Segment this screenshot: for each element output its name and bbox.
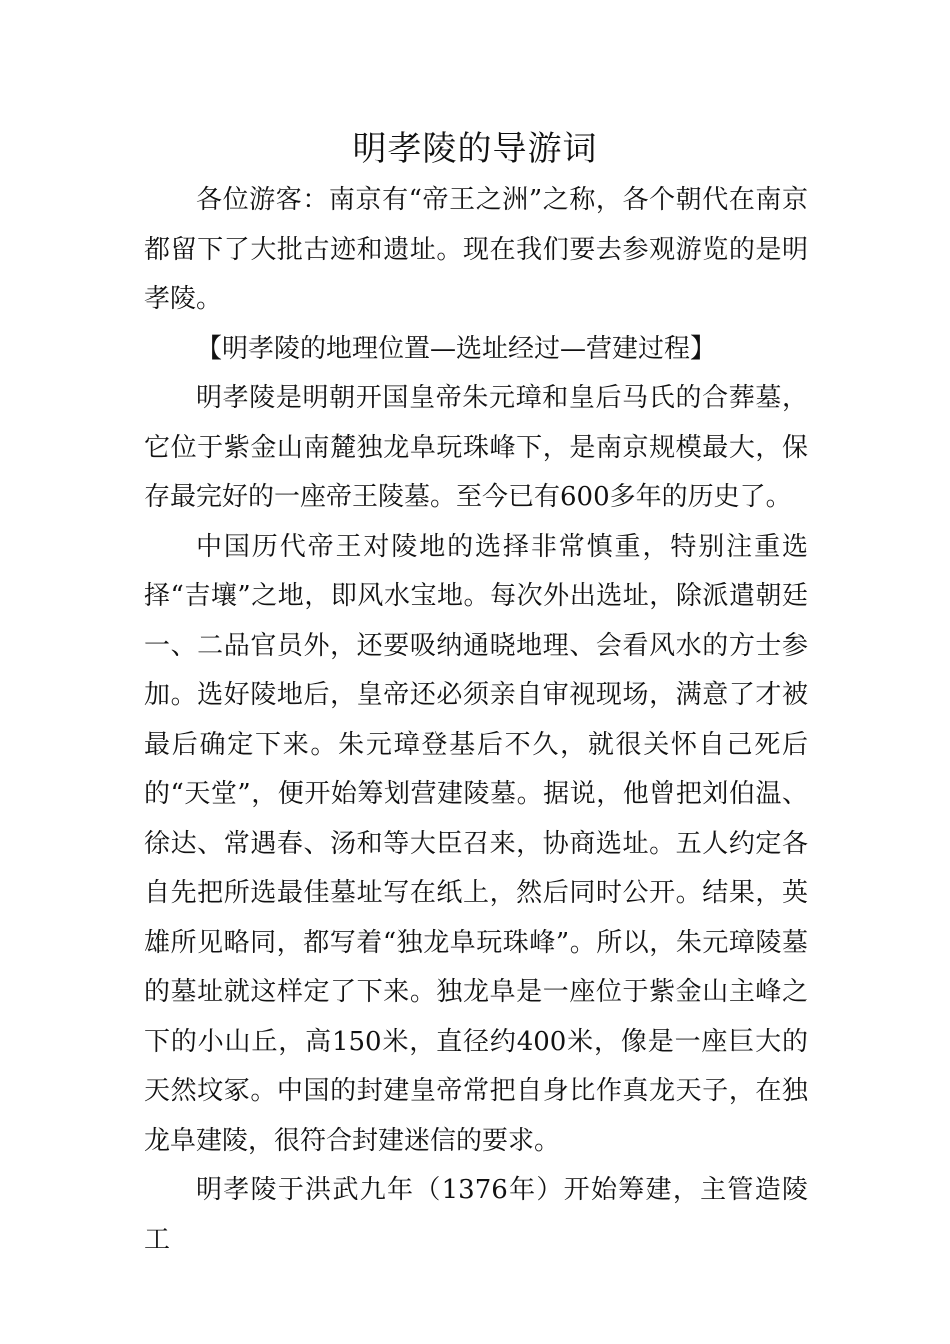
paragraph-intro: 各位游客：南京有“帝王之洲”之称，各个朝代在南京都留下了大批古迹和遗址。现在我们要去参观游览的是明孝陵。 bbox=[144, 185, 808, 314]
document-body bbox=[144, 176, 808, 1265]
paragraph-location: 明孝陵是明朝开国皇帝朱元璋和皇后马氏的合葬墓，它位于紫金山南麓独龙阜玩珠峰下，是南京规模最大，保存最完好的一座帝王陵墓。至今已有600多年的历史了。 bbox=[144, 383, 808, 512]
paragraph-construction: 明孝陵于洪武九年（1376年）开始筹建，主管造陵工 bbox=[144, 1175, 808, 1255]
page-title: 明孝陵的导游词 bbox=[352, 129, 598, 169]
paragraph-site-selection: 中国历代帝王对陵地的选择非常慎重，特别注重选择“吉壤”之地，即风水宝地。每次外出选址，除派遣朝廷一、二品官员外，还要吸纳通晓地理、会看风水的方士参加。选好陵地后，皇帝还必须亲自审视现场，满意了才被最后确定下来。朱元璋登基后不久，就很关怀自己死后的“天堂”，便开始筹划营建陵墓。据说，他曾把刘伯温、徐达、常遇春、汤和等大臣召来，协商选址。五人约定各自先把所选最佳墓址写在纸上，然后同时公开。结果，英雄所见略同，都写着“独龙阜玩珠峰”。所以，朱元璋陵墓的墓址就这样定了下来。独龙阜是一座位于紫金山主峰之下的小山丘，高150米，直径约400米，像是一座巨大的天然坟冢。中国的封建皇帝常把自身比作真龙天子，在独龙阜建陵，很符合封建迷信的要求。 bbox=[144, 531, 808, 1156]
section-heading: 【明孝陵的地理位置—选址经过—营建过程】 bbox=[196, 333, 717, 364]
